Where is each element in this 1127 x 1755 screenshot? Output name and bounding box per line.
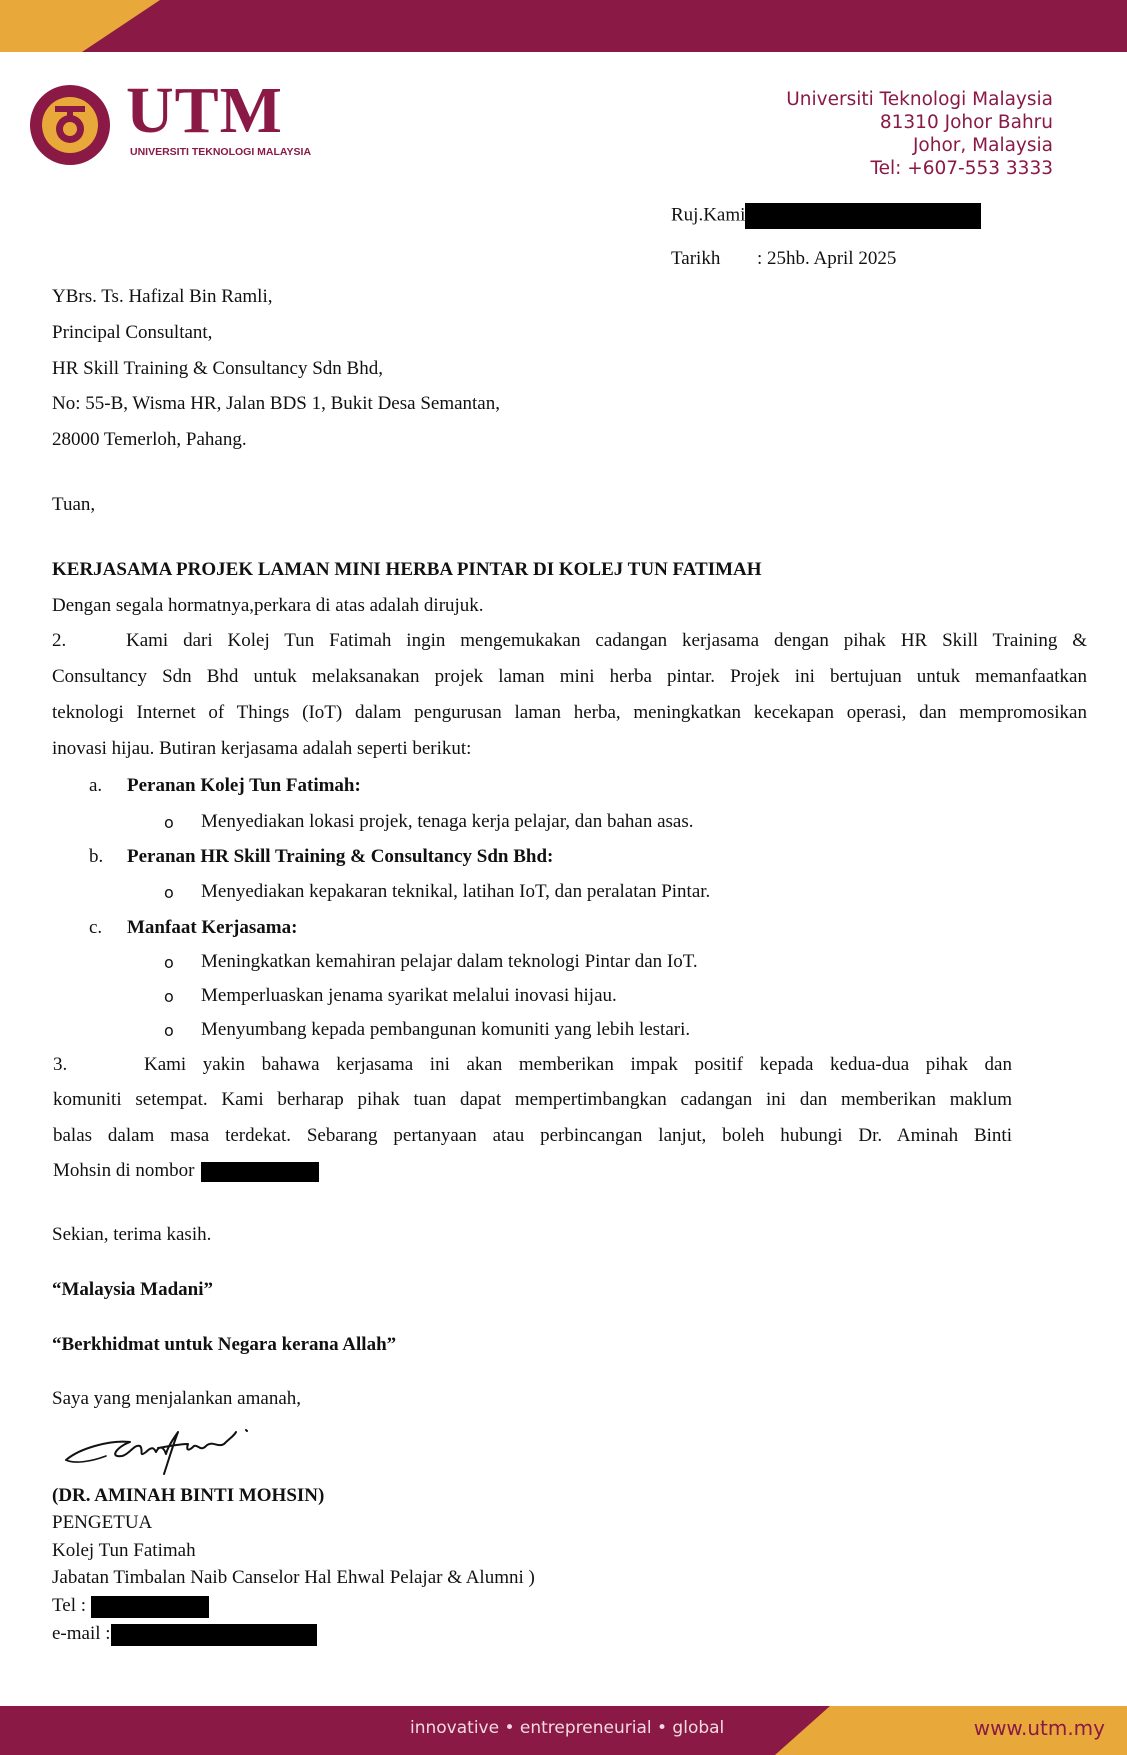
para3-line: komuniti setempat. Kami berharap pihak tuan dapat mempertimbangkan cadangan ini dan memberikan maklum [53, 1089, 1012, 1110]
address-line: Tel: +607-553 3333 [870, 158, 1053, 179]
section-title: Manfaat Kerjasama: [127, 917, 298, 938]
university-address [786, 88, 1053, 180]
closing-line: Sekian, terima kasih. [52, 1224, 212, 1245]
section-item: Menyediakan kepakaran teknikal, latihan IoT, dan peralatan Pintar. [201, 881, 711, 902]
para3-number: 3. [53, 1054, 68, 1075]
para3-last-text: Mohsin di nombor [53, 1160, 195, 1181]
signature-image [60, 1418, 250, 1478]
letter-subject: KERJASAMA PROJEK LAMAN MINI HERBA PINTAR DI KOLEJ TUN FATIMAH [52, 559, 762, 580]
sign-off: Saya yang menjalankan amanah, [52, 1388, 302, 1409]
redacted-phone [201, 1162, 319, 1182]
intro-line: Dengan segala hormatnya,perkara di atas adalah dirujuk. [52, 595, 484, 616]
bullet-icon: o [164, 987, 174, 1006]
email-label: e-mail : [52, 1623, 111, 1644]
redacted-tel [91, 1596, 209, 1618]
para3-last-line [53, 1159, 319, 1183]
utm-logo [28, 74, 312, 166]
section-title: Peranan Kolej Tun Fatimah: [127, 775, 361, 796]
address-line: Johor, Malaysia [912, 135, 1053, 156]
footer-tagline: innovative • entrepreneurial • global [410, 1718, 725, 1738]
signatory-name: (DR. AMINAH BINTI MOHSIN) [52, 1485, 325, 1506]
address-line: 81310 Johor Bahru [879, 112, 1053, 133]
reference-line [671, 203, 981, 229]
motto-malaysia-madani: “Malaysia Madani” [52, 1279, 213, 1300]
redacted-reference [745, 203, 981, 229]
section-item: Memperluaskan jenama syarikat melalui inovasi hijau. [201, 985, 617, 1006]
section-item: Menyumbang kepada pembangunan komuniti yang lebih lestari. [201, 1019, 691, 1040]
bullet-icon: o [164, 1021, 174, 1040]
bullet-icon: o [164, 883, 174, 902]
section-marker: c. [89, 917, 103, 938]
signatory-dept: Jabatan Timbalan Naib Canselor Hal Ehwal Pelajar & Alumni ) [52, 1567, 535, 1588]
footer-website-link[interactable]: www.utm.my [973, 1716, 1105, 1740]
salutation: Tuan, [52, 494, 96, 515]
logo-subtitle: UNIVERSITI TEKNOLOGI MALAYSIA [130, 146, 312, 158]
bullet-icon: o [164, 953, 174, 972]
section-title: Peranan HR Skill Training & Consultancy Sdn Bhd: [127, 846, 554, 867]
recipient-line: HR Skill Training & Consultancy Sdn Bhd, [52, 358, 383, 379]
para2-line: Consultancy Sdn Bhd untuk melaksanakan projek laman mini herba pintar. Projek ini bertujuan untuk memanfaatkan [52, 666, 1087, 687]
motto-berkhidmat: “Berkhidmat untuk Negara kerana Allah” [52, 1334, 397, 1355]
para3-first-line: Kami yakin bahawa kerjasama ini akan memberikan impak positif kepada kedua-dua pihak dan [144, 1054, 1012, 1075]
date-label: Tarikh [671, 248, 721, 269]
signatory-org: Kolej Tun Fatimah [52, 1540, 196, 1561]
address-line: Universiti Teknologi Malaysia [786, 89, 1053, 110]
logo-wordmark: UTM [126, 74, 283, 147]
date-value: : 25hb. April 2025 [757, 248, 897, 269]
para2-line: teknologi Internet of Things (IoT) dalam pengurusan laman herba, meningkatkan kecekapan operasi, dan mempromosikan [52, 702, 1087, 723]
bullet-icon: o [164, 813, 174, 832]
para3-line: balas dalam masa terdekat. Sebarang pertanyaan atau perbincangan lanjut, boleh hubungi Dr. Aminah Binti [53, 1125, 1012, 1146]
recipient-line: No: 55-B, Wisma HR, Jalan BDS 1, Bukit Desa Semantan, [52, 393, 500, 414]
signatory-tel [52, 1594, 209, 1618]
recipient-line: 28000 Temerloh, Pahang. [52, 429, 247, 450]
section-marker: a. [89, 775, 103, 796]
tel-label: Tel : [52, 1595, 87, 1616]
redacted-email [111, 1624, 317, 1646]
section-marker: b. [89, 846, 104, 867]
para2-line: inovasi hijau. Butiran kerjasama adalah seperti berikut: [52, 738, 472, 759]
ruj-label: Ruj.Kami [671, 204, 746, 226]
utm-crest-icon [28, 84, 124, 166]
recipient-line: YBrs. Ts. Hafizal Bin Ramli, [52, 286, 273, 307]
section-item: Meningkatkan kemahiran pelajar dalam teknologi Pintar dan IoT. [201, 951, 698, 972]
signatory-position: PENGETUA [52, 1512, 153, 1533]
para2-number: 2. [52, 630, 67, 651]
header-band [0, 0, 1127, 52]
header-accent-stripe [0, 0, 1127, 52]
para2-first-line: Kami dari Kolej Tun Fatimah ingin mengemukakan cadangan kerjasama dengan pihak HR Skill Training & [126, 630, 1087, 651]
signatory-email [52, 1622, 317, 1646]
section-item: Menyediakan lokasi projek, tenaga kerja pelajar, dan bahan asas. [201, 811, 694, 832]
recipient-line: Principal Consultant, [52, 322, 213, 343]
